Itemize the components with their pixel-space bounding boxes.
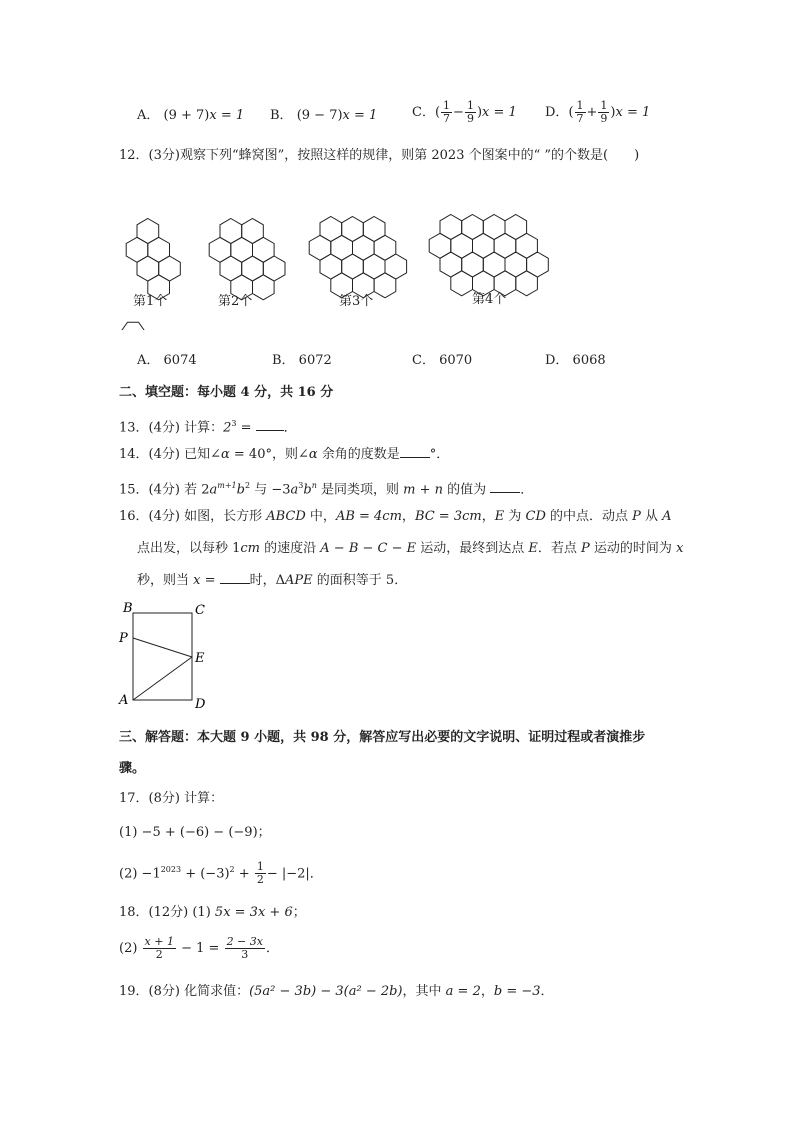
exponent: 2: [229, 865, 235, 874]
q16-line-2: [137, 539, 683, 559]
hexagon-cell: [137, 219, 159, 244]
math: x: [193, 573, 201, 588]
hexagon-cell: [374, 273, 396, 298]
option-label: B．: [270, 108, 293, 123]
q14: [119, 445, 449, 465]
math: cm: [240, 541, 261, 556]
math: P: [581, 541, 590, 556]
numerator: x + 1: [144, 935, 174, 948]
option-label: D．: [545, 105, 569, 120]
text: ．: [265, 941, 279, 956]
hexagon-cell: [148, 237, 170, 262]
figure-label-3: 第3个: [339, 294, 374, 309]
hexagon-cell: [462, 252, 484, 277]
math: A: [662, 509, 672, 524]
hexagon-cell: [483, 252, 505, 277]
hexagon-symbol: [122, 322, 144, 330]
text: 点出发，以每秒 1: [137, 541, 241, 556]
text: 18．(12分) (1): [119, 905, 215, 920]
q11-option-c: C．( $\frac{1}{7}$ − $\frac{1}{9}$ )x = 1: [412, 99, 517, 125]
hexagon-cell: [527, 252, 549, 277]
hexagon-cell: [320, 217, 342, 242]
q15-t1: a: [209, 482, 218, 498]
hexagon-cell: [331, 235, 353, 260]
text: ；: [292, 905, 306, 920]
math: (5a² − 3b) − 3(a² − 2b): [249, 984, 403, 999]
q15-t1exp: m+1: [217, 481, 237, 490]
text: +: [234, 866, 254, 882]
hexagon-cell: [483, 215, 505, 240]
option-expr: (9 − 7): [296, 108, 343, 123]
q15-prefix: 15．(4分) 若 2: [119, 482, 210, 498]
denominator: 3: [241, 948, 249, 961]
text: ，: [480, 984, 494, 999]
q13-end: ．: [283, 420, 297, 436]
math: E: [528, 541, 538, 556]
option-expr: (9 + 7): [163, 108, 210, 123]
q15-t2exp: 3: [298, 481, 304, 490]
math: APE: [285, 573, 313, 588]
section-3-heading-line-1: 三、解答题：本大题 9 小题，共 98 分，解答应写出必要的文字说明、证明过程或者演推步: [119, 730, 646, 745]
option-label: C．: [412, 105, 435, 120]
text: − |−2|．: [266, 866, 323, 882]
text: + (−3): [181, 866, 230, 882]
math: A − B − C − E: [320, 541, 417, 556]
denominator: 9: [600, 112, 608, 125]
text: − 1 =: [176, 941, 224, 956]
q18-part-2: [119, 936, 279, 961]
denominator: 2: [155, 948, 163, 961]
hexagon-cell: [253, 237, 275, 262]
text: 为: [504, 509, 526, 524]
honeycomb-figures: [0, 0, 794, 330]
hexagon-cell: [242, 219, 264, 244]
text: 19．(8分) 化简求值：: [119, 984, 250, 999]
hexagon-cell: [429, 233, 451, 258]
hexagon-cell: [320, 254, 342, 279]
q15-rest: 是同类项，则: [316, 482, 404, 498]
hexagon-cell: [220, 219, 242, 244]
hexagon-cell: [363, 254, 385, 279]
q11-option-d: D．( $\frac{1}{7}$ + $\frac{1}{9}$ )x = 1: [545, 99, 651, 125]
hexagon-cell: [126, 237, 148, 262]
hexagon-cell: [494, 233, 516, 258]
text: 运动，最终到达点: [416, 541, 529, 556]
hexagon-cell: [473, 233, 495, 258]
q14-alpha: α: [220, 447, 230, 462]
hexagon-cell: [231, 237, 253, 262]
q15-tail: 的值为: [442, 482, 491, 498]
rectangle-figure: [115, 600, 215, 710]
hexagon-cell: [159, 256, 181, 281]
math: AB = 4cm: [335, 509, 402, 524]
hexagon-cell: [374, 235, 396, 260]
hexagon-cell: [516, 233, 538, 258]
numerator: 1: [576, 99, 584, 112]
answer-blank[interactable]: [220, 571, 250, 584]
exponent: 2023: [160, 865, 182, 874]
q16-line-1: [119, 507, 672, 527]
text: =: [200, 573, 220, 588]
q14-prefix: 14．(4分) 已知∠: [119, 447, 221, 462]
segment-ae: [133, 657, 192, 700]
q17-part-2: [119, 860, 323, 886]
fraction: [255, 861, 266, 886]
text: 16．(4分) 如图，长方形: [119, 509, 267, 524]
text: 中，: [305, 509, 336, 524]
math: b = −3: [493, 984, 541, 999]
text: 的中点．动点: [545, 509, 633, 524]
denominator: 2: [256, 873, 264, 887]
text: ，其中: [402, 984, 446, 999]
q13-base: 2: [223, 420, 232, 436]
option-expr-rest: x = 1: [209, 108, 245, 123]
numerator: 1: [256, 860, 264, 874]
hexagon-cell: [309, 235, 331, 260]
figure-label-1: 第1个: [133, 294, 168, 309]
figure-label-2: 第2个: [218, 294, 253, 309]
q14-rest: 余角的度数是: [317, 447, 400, 462]
numerator: 1: [600, 99, 608, 112]
numerator: 2 − 3x: [226, 935, 263, 948]
point-label-d: D: [195, 697, 206, 710]
operator: +: [586, 105, 598, 120]
point-label-a: A: [119, 693, 129, 708]
hexagon-cell: [342, 254, 364, 279]
text: 秒，则当: [137, 573, 194, 588]
q13-prefix: 13．(4分) 计算：: [119, 420, 224, 436]
hexagon-cell: [451, 271, 473, 296]
text: ．若点: [537, 541, 582, 556]
q13-exp: 3: [231, 419, 237, 428]
q14-mid: = 40°，则∠: [229, 447, 309, 462]
denominator: 7: [443, 112, 451, 125]
q19: [119, 982, 554, 1002]
section-3-heading-line-2: 骤。: [119, 761, 146, 776]
hexagon-cell: [440, 215, 462, 240]
q12-stem: 12．(3分)观察下列“蜂窝图”，按照这样的规律，则第 2023 个图案中的“ ”的个数是( ): [119, 148, 640, 163]
hexagon-cell: [363, 217, 385, 242]
answer-blank[interactable]: [490, 480, 520, 493]
hexagon-cell: [342, 217, 364, 242]
hexagon-cell: [385, 254, 407, 279]
answer-blank[interactable]: [400, 445, 430, 458]
segment-pe: [133, 638, 192, 657]
option-expr-rest: x = 1: [342, 108, 378, 123]
option-expr-rest: x = 1: [615, 105, 651, 120]
q14-end: °．: [429, 447, 450, 462]
operator: −: [453, 105, 464, 120]
hexagon-cell: [451, 233, 473, 258]
text: ．: [540, 984, 554, 999]
math: 5x = 3x + 6: [214, 905, 293, 920]
q17-part-1: (1) −5 + (−6) − (−9)；: [119, 825, 271, 840]
math: P: [632, 509, 641, 524]
math: x: [676, 541, 684, 556]
point-label-b: B: [123, 601, 133, 616]
option-label: A．: [137, 108, 160, 123]
point-label-c: C: [195, 603, 205, 618]
text: 时，Δ: [249, 573, 286, 588]
q15-t1b: b: [236, 482, 245, 498]
denominator: 9: [466, 112, 474, 125]
fraction: [225, 936, 265, 961]
text: ，: [481, 509, 495, 524]
math: ABCD: [266, 509, 306, 524]
option-expr-rest: x = 1: [482, 105, 517, 120]
text: ，: [401, 509, 415, 524]
math: a = 2: [445, 984, 481, 999]
point-label-p: P: [119, 631, 128, 646]
q15-t2bexp: n: [311, 481, 317, 490]
math: CD: [525, 509, 546, 524]
hexagon-cell: [516, 271, 538, 296]
hexagon-cell: [505, 215, 527, 240]
q12-option-a: A． 6074: [137, 353, 197, 368]
q13-suffix: =: [236, 420, 256, 436]
q15-t2b: b: [303, 482, 312, 498]
q12-option-b: B． 6072: [272, 353, 332, 368]
math: BC = 3cm: [414, 509, 482, 524]
math: E: [494, 509, 505, 524]
q15-t2: a: [290, 482, 299, 498]
q16-line-3: [137, 571, 407, 591]
q15-mid: 与 −3: [250, 482, 291, 498]
hexagon-cell: [220, 256, 242, 281]
hexagon-cell: [505, 252, 527, 277]
q15-t1bexp: 2: [244, 481, 251, 490]
q14-alpha2: α: [308, 447, 318, 462]
q15-mn: m + n: [403, 482, 443, 498]
numerator: 1: [466, 99, 474, 112]
hexagon-cell: [209, 237, 231, 262]
hexagon-cell: [462, 215, 484, 240]
q12-option-d: D． 6068: [545, 353, 606, 368]
hexagon-cell: [263, 256, 285, 281]
q13: [119, 414, 297, 438]
hexagon-cell: [440, 252, 462, 277]
point-label-e: E: [195, 651, 205, 666]
text: (2) −1: [119, 866, 161, 882]
q15-end: ．: [520, 482, 534, 498]
text: (2): [119, 941, 142, 956]
hexagon-cell: [253, 275, 275, 300]
section-2-heading: 二、填空题：每小题 4 分，共 16 分: [119, 385, 334, 400]
q17-stem: 17．(8分) 计算：: [119, 791, 224, 806]
text: 的面积等于 5．: [312, 573, 408, 588]
hexagon-cell: [353, 235, 375, 260]
q12-option-c: C． 6070: [412, 353, 473, 368]
fraction: [143, 936, 176, 961]
rectangle-abcd: [133, 613, 192, 700]
text: 的速度沿: [260, 541, 321, 556]
text: 从: [640, 509, 663, 524]
hexagon-cell: [242, 256, 264, 281]
hexagon-cell: [137, 256, 159, 281]
text: 运动的时间为: [589, 541, 677, 556]
numerator: 1: [443, 99, 451, 112]
q15: [119, 476, 533, 500]
denominator: 7: [576, 112, 584, 125]
answer-blank[interactable]: [256, 418, 284, 431]
figure-label-4: 第4个: [472, 292, 507, 307]
q18-part-1: [119, 903, 306, 923]
